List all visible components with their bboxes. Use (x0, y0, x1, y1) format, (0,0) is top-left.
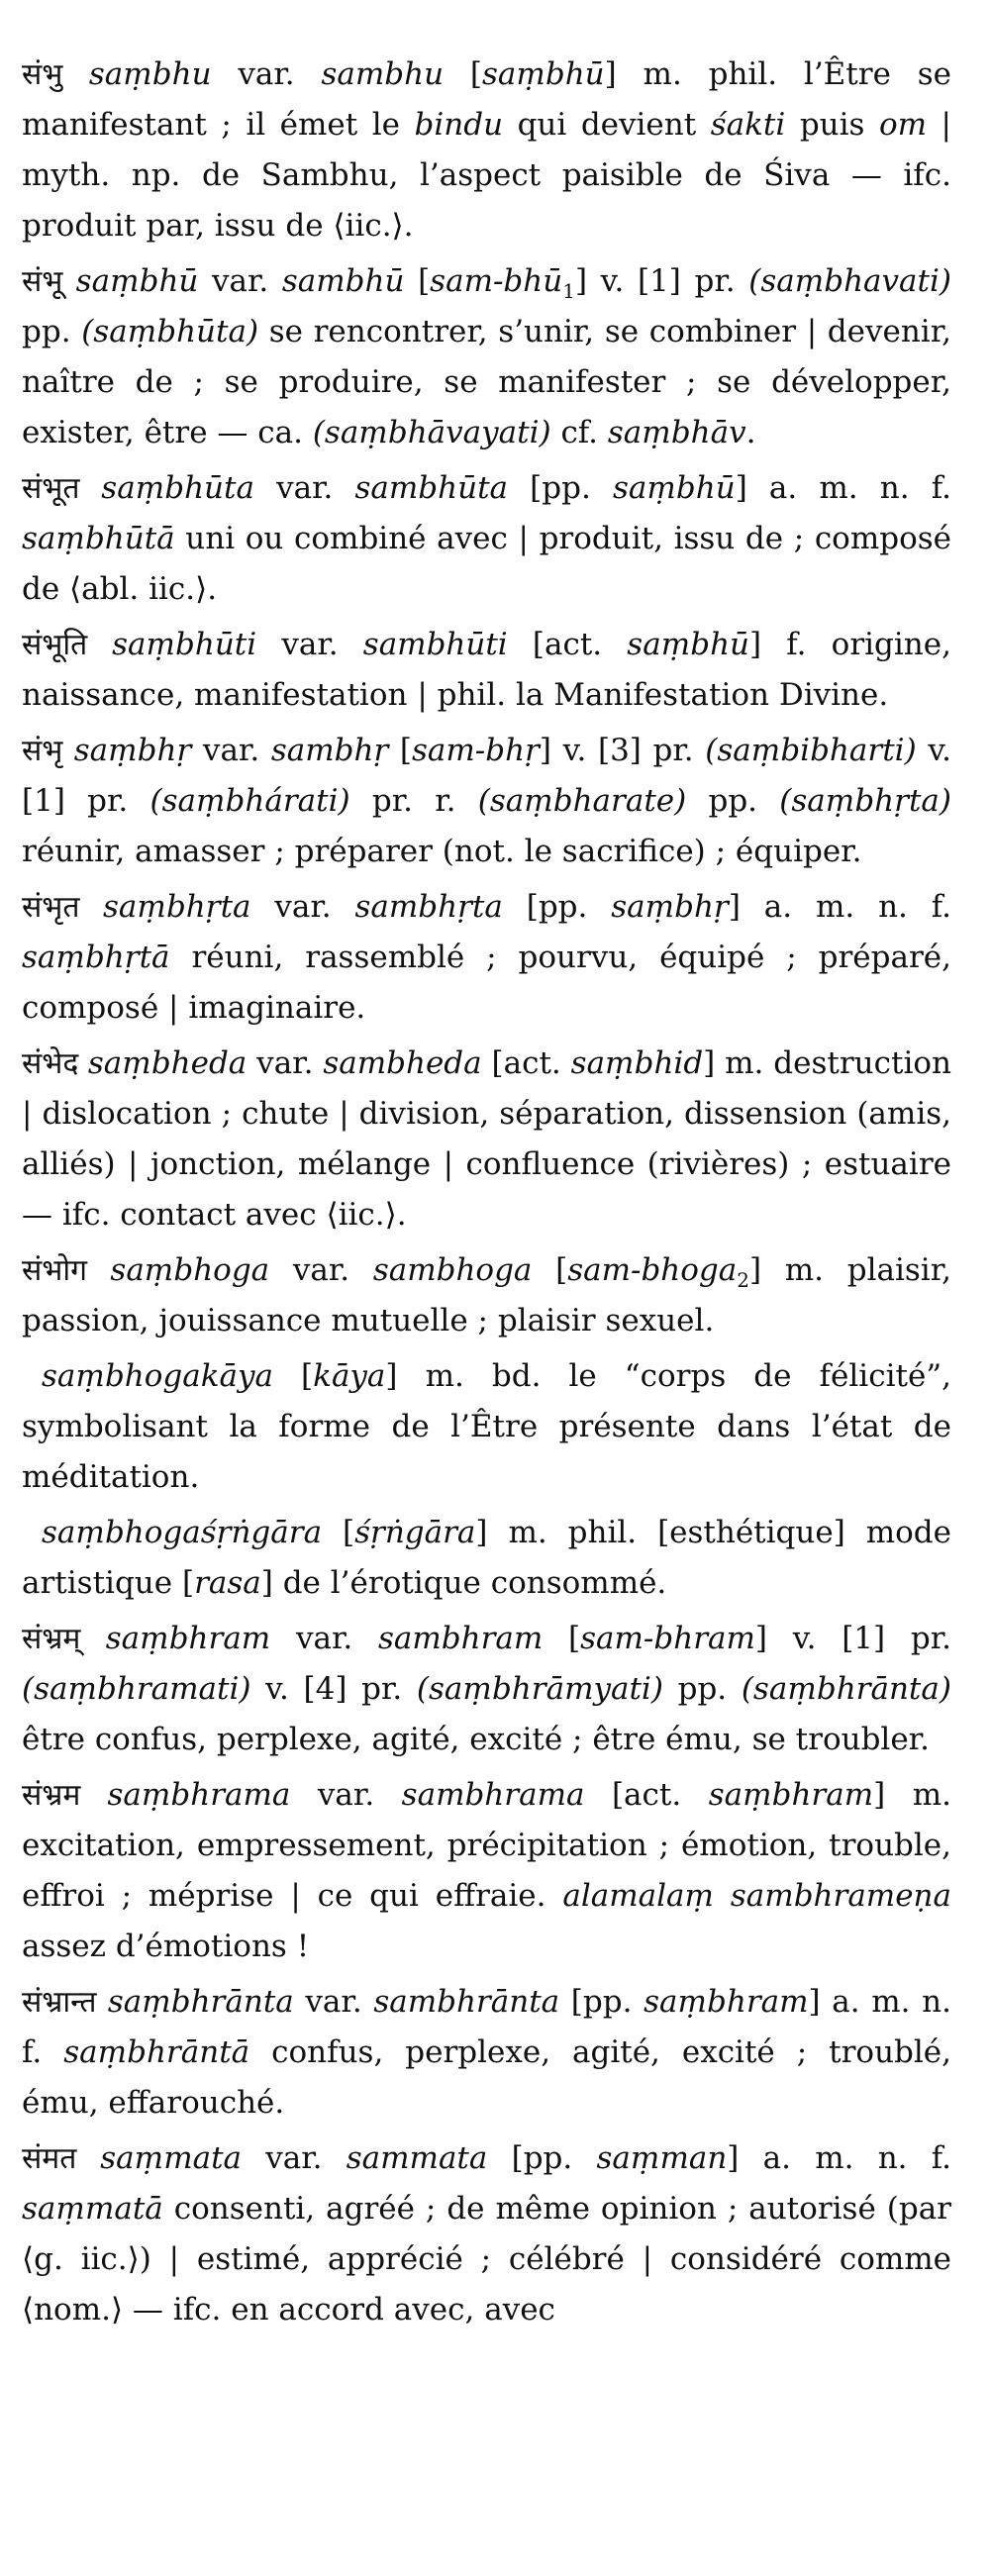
italic-text: saṃbhṛtā (22, 940, 170, 975)
dictionary-entry (22, 1245, 951, 1346)
headword-devanagari: संभ्रान्त (22, 1985, 108, 2020)
italic-text: saṃbhūti (112, 627, 257, 662)
headword-devanagari: संभु (22, 57, 89, 92)
italic-text: saṃbhūta (101, 470, 254, 506)
italic-text: (saṃbhavati) (748, 263, 952, 299)
definition-text: [ (273, 1358, 314, 1394)
definition-text: cf. (550, 415, 608, 450)
definition-text: [pp. (508, 470, 613, 506)
definition-text: var. (256, 627, 363, 662)
definition-text: ] m. phil. [esthétique] mode artistique [ (22, 1515, 951, 1601)
italic-text: sam-bhṛ (412, 733, 540, 768)
italic-text: saṃbhid (570, 1045, 704, 1081)
dictionary-entry (22, 882, 951, 1034)
definition-text: [act. (584, 1777, 709, 1813)
italic-text: sam-bhoga (567, 1252, 738, 1288)
italic-text: śakti (710, 107, 786, 143)
italic-text: sambhu (321, 56, 445, 92)
definition-text: ] a. m. n. f. (22, 1984, 951, 2070)
italic-text: sambhṛ (270, 733, 389, 768)
italic-text: saṃbhogakāya (42, 1358, 273, 1394)
definition-text: var. (290, 1777, 402, 1813)
definition-text: [ (543, 1621, 581, 1656)
italic-text: śṛṅgāra (354, 1515, 476, 1550)
italic-text: (saṃbhāvayati) (312, 415, 551, 450)
italic-text: saṃbhṛta (103, 889, 251, 925)
italic-text: (saṃbhrānta) (741, 1671, 951, 1707)
italic-text: (saṃbharate) (477, 783, 687, 819)
definition-text: . (745, 415, 756, 450)
definition-text: pp. (662, 1671, 742, 1707)
italic-text: saṃbhāv (607, 415, 746, 450)
definition-text: ] v. [3] pr. (539, 733, 706, 768)
italic-text: (saṃbibharti) (705, 733, 917, 768)
definition-text: ] f. origine, naissance, manifestation | phil. la Manifestation Divine. (22, 627, 951, 713)
definition-text: var. (250, 889, 355, 925)
italic-text: saṃbhū (627, 627, 750, 662)
italic-text: sambhrānta (373, 1984, 560, 2020)
italic-text: sambhū (281, 263, 405, 299)
definition-text: var. (270, 1621, 378, 1656)
italic-text: sam-bhram (580, 1621, 755, 1656)
italic-text: sam-bhū (430, 263, 563, 299)
definition-text: puis (785, 107, 879, 143)
headword-devanagari: संभोग (22, 1253, 111, 1288)
italic-text: sambhūti (362, 627, 508, 662)
italic-text: saṃbheda (87, 1045, 248, 1081)
definition-text: var. (191, 733, 271, 768)
dictionary-subentry (22, 1508, 951, 1609)
definition-text: ] m. destruction | dislocation ; chute | division, séparation, dissension (amis, alliés) | jonction, mélange | confluence (rivières) ; estuaire — ifc. contact avec ⟨iic.⟩. (22, 1045, 951, 1233)
italic-text: (saṃbhramati) (22, 1671, 251, 1707)
definition-text: ] m. excitation, empressement, précipitation ; émotion, trouble, effroi ; méprise | ce qui effraie. (22, 1777, 951, 1914)
dictionary-entry (22, 463, 951, 615)
definition-text: var. (242, 2140, 347, 2176)
italic-text: saṃbhūtā (22, 521, 175, 556)
italic-text: saṃbhrānta (107, 1984, 294, 2020)
definition-text: pr. r. (349, 783, 478, 819)
italic-text: sambhoga (372, 1252, 533, 1288)
dictionary-subentry (22, 1351, 951, 1503)
definition-text: [ (532, 1252, 568, 1288)
definition-text: [pp. (559, 1984, 644, 2020)
italic-text: sammata (346, 2140, 488, 2176)
italic-text: (saṃbhūta) (81, 314, 259, 349)
italic-text: alamalaṃ sambhrameṇa (562, 1878, 951, 1914)
definition-text: | myth. np. de Sambhu, l’aspect paisible de Śiva — ifc. produit par, issu de ⟨iic.⟩. (22, 107, 951, 244)
italic-text: saṃbhu (88, 56, 212, 92)
italic-text: saṃbhram (105, 1621, 271, 1656)
italic-text: sambhrama (401, 1777, 585, 1813)
definition-text: réuni, rassemblé ; pourvu, équipé ; préparé, composé | imaginaire. (22, 940, 951, 1026)
definition-text: confus, perplexe, agité, excité ; troublé, ému, effarouché. (22, 2034, 951, 2121)
definition-text: ] m. phil. l’Être se manifestant ; il émet le (22, 56, 951, 143)
italic-text: sambheda (323, 1045, 482, 1081)
italic-text: saṃmata (100, 2140, 243, 2176)
definition-text: var. (253, 470, 355, 506)
definition-text: qui devient (503, 107, 711, 143)
definition-text: [act. (507, 627, 628, 662)
definition-text: ] a. m. n. f. (728, 889, 951, 925)
definition-text: [ (388, 733, 413, 768)
dictionary-entry (22, 1770, 951, 1972)
definition-text: [ (444, 56, 482, 92)
italic-text: saṃbhṛ (73, 733, 192, 768)
headword-devanagari: संभृ (22, 734, 74, 768)
italic-text: saṃmatā (22, 2191, 163, 2227)
italic-text: saṃbhṛ (611, 889, 729, 925)
definition-text: ] de l’érotique consommé. (260, 1565, 667, 1601)
definition-text: var. (211, 56, 322, 92)
dictionary-entry (22, 620, 951, 721)
italic-text: saṃbhram (644, 1984, 809, 2020)
definition-text: ] m. bd. le “corps de félicité”, symbolisant la forme de l’Être présente dans l’état de méditation. (22, 1358, 951, 1495)
definition-text: var. (269, 1252, 373, 1288)
definition-text: var. (293, 1984, 374, 2020)
italic-text: bindu (414, 107, 504, 143)
definition-text: var. (198, 263, 282, 299)
italic-text: saṃbhogaśṛṅgāra (42, 1515, 323, 1550)
definition-text: consenti, agréé ; de même opinion ; autorisé (par ⟨g. iic.⟩) | estimé, apprécié ; célébré | considéré comme ⟨nom.⟩ — ifc. en accord avec, avec (22, 2191, 951, 2328)
italic-text: saṃbhū (75, 263, 199, 299)
definition-text: réunir, amasser ; préparer (not. le sacrifice) ; équiper. (22, 834, 862, 869)
definition-text: [pp. (502, 889, 612, 925)
definition-text: [ (404, 263, 431, 299)
homonym-index: 2 (737, 1268, 749, 1293)
italic-text: saṃbhoga (110, 1252, 270, 1288)
italic-text: saṃbhrama (107, 1777, 291, 1813)
definition-text: être confus, perplexe, agité, excité ; être ému, se troubler. (22, 1722, 930, 1757)
definition-text: ] a. m. n. f. (735, 470, 951, 506)
definition-text: ] v. [1] pr. (754, 1621, 951, 1656)
definition-text: uni ou combiné avec | produit, issu de ; composé de ⟨abl. iic.⟩. (22, 521, 951, 607)
italic-text: sambhūta (354, 470, 509, 506)
definition-text: v. [1] pr. (22, 733, 952, 819)
italic-text: (saṃbhárati) (149, 783, 350, 819)
italic-text: (saṃbhṛta) (779, 783, 951, 819)
headword-devanagari: संभ्रम् (22, 1622, 106, 1656)
dictionary-entry (22, 1614, 951, 1765)
italic-text: om (878, 107, 928, 143)
italic-text: saṃbhū (612, 470, 736, 506)
dictionary-entry (22, 1977, 951, 2129)
headword-devanagari: संमत (22, 2141, 101, 2176)
italic-text: saṃbhū (481, 56, 605, 92)
definition-text: ] m. plaisir, passion, jouissance mutuelle ; plaisir sexuel. (22, 1252, 951, 1338)
headword-devanagari: संभूत (22, 471, 102, 506)
headword-devanagari: संभू (22, 264, 76, 299)
headword-devanagari: संभृत (22, 890, 104, 925)
dictionary-entry (22, 256, 951, 458)
dictionary-entry (22, 726, 951, 877)
definition-text: se rencontrer, s’unir, se combiner | devenir, naître de ; se produire, se manifester ; se développer, exister, être — ca. (22, 314, 951, 450)
italic-text: kāya (313, 1358, 386, 1394)
headword-devanagari: संभ्रम (22, 1778, 108, 1813)
italic-text: sambhṛta (354, 889, 503, 925)
headword-devanagari: संभेद (22, 1046, 88, 1081)
definition-text: assez d’émotions ! (22, 1929, 310, 1964)
homonym-index: 1 (562, 279, 575, 304)
italic-text: sambhram (377, 1621, 544, 1656)
italic-text: saṃbhrāntā (63, 2034, 250, 2070)
definition-text: pp. (22, 314, 82, 349)
definition-text: ] v. [1] pr. (574, 263, 749, 299)
definition-text: [ (322, 1515, 355, 1550)
definition-text: var. (247, 1045, 324, 1081)
dictionary-entry (22, 2133, 951, 2335)
headword-devanagari: संभूति (22, 628, 113, 662)
italic-text: saṃman (596, 2140, 728, 2176)
italic-text: (saṃbhrāmyati) (416, 1671, 663, 1707)
dictionary-entry (22, 50, 951, 251)
definition-text: [pp. (487, 2140, 597, 2176)
definition-text: ] a. m. n. f. (727, 2140, 951, 2176)
definition-text: v. [4] pr. (250, 1671, 417, 1707)
italic-text: saṃbhram (708, 1777, 874, 1813)
definition-text: [act. (481, 1045, 571, 1081)
italic-text: rasa (194, 1565, 261, 1601)
dictionary-entry (22, 1039, 951, 1240)
definition-text: pp. (686, 783, 780, 819)
